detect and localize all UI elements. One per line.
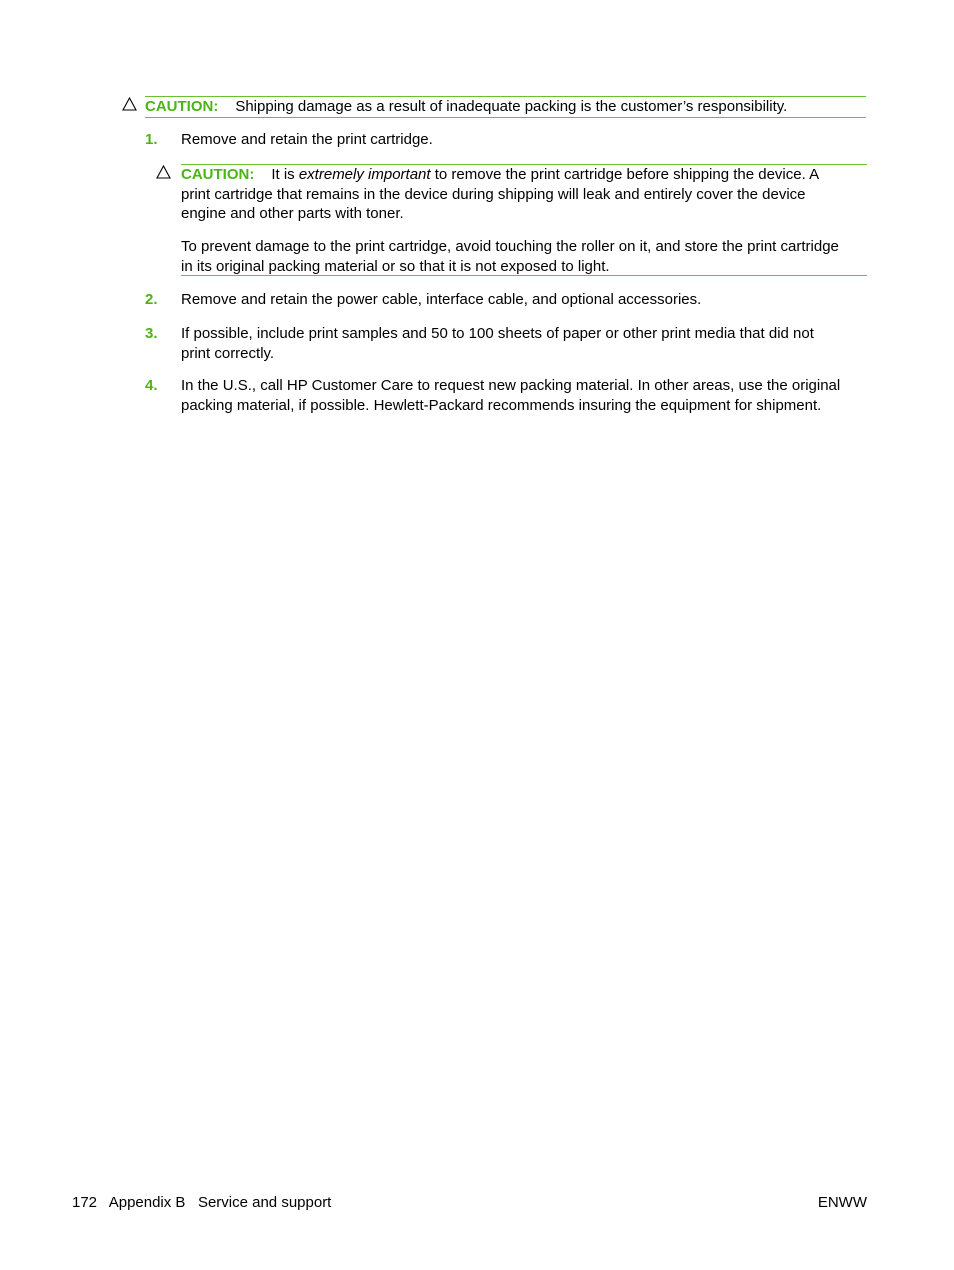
step-number: 3. xyxy=(145,325,158,342)
step-text xyxy=(181,376,867,415)
caution-p2-line-2: in its original packing material or so that it is not exposed to light. xyxy=(181,257,610,275)
footer-section: Appendix B Service and support xyxy=(108,1194,332,1211)
caution-p2-line-1: To prevent damage to the print cartridge, avoid touching the roller on it, and store the print cartridge xyxy=(181,238,839,255)
page-footer xyxy=(72,1193,867,1213)
step-1 xyxy=(145,130,867,150)
caution-label: CAUTION: xyxy=(145,98,219,115)
caution-message: Shipping damage as a result of inadequate packing is the customer’s responsibility. xyxy=(235,98,788,115)
footer-left xyxy=(72,1193,331,1213)
step-4 xyxy=(145,376,867,415)
caution-line-2: print cartridge that remains in the device during shipping will leak and entirely cover the device xyxy=(181,185,806,203)
caution-triangle-icon xyxy=(122,97,137,111)
emphasis: extremely important xyxy=(298,166,431,183)
caution-triangle-icon xyxy=(156,165,171,179)
footer-right: ENWW xyxy=(817,1194,867,1211)
step-3 xyxy=(145,324,867,363)
caution-label: CAUTION: xyxy=(181,166,255,183)
step-line: In the U.S., call HP Customer Care to request new packing material. In other areas, use the original xyxy=(181,377,841,394)
caution-box-shipping xyxy=(145,96,866,118)
caution-paragraph xyxy=(181,165,867,224)
step-number: 4. xyxy=(145,377,158,394)
caution-text-pre: It is xyxy=(271,166,299,183)
step-line: If possible, include print samples and 50 to 100 sheets of paper or other print media that did not xyxy=(181,325,814,342)
step-2 xyxy=(145,290,867,310)
caution-line-3: engine and other parts with toner. xyxy=(181,205,404,222)
step-line: packing material, if possible. Hewlett-Packard recommends insuring the equipment for shipment. xyxy=(181,396,822,414)
caution-text-post: to remove the print cartridge before shipping the device. A xyxy=(430,166,820,183)
caution-box-cartridge xyxy=(181,164,867,276)
page-number: 172 xyxy=(72,1194,98,1211)
step-line: print correctly. xyxy=(181,344,275,362)
step-text: Remove and retain the print cartridge. xyxy=(181,131,433,148)
caution-text xyxy=(145,97,787,117)
step-number: 2. xyxy=(145,291,158,308)
step-text xyxy=(181,324,867,363)
caution-paragraph-2 xyxy=(181,237,867,276)
step-number: 1. xyxy=(145,131,158,148)
step-text: Remove and retain the power cable, interface cable, and optional accessories. xyxy=(181,291,702,308)
